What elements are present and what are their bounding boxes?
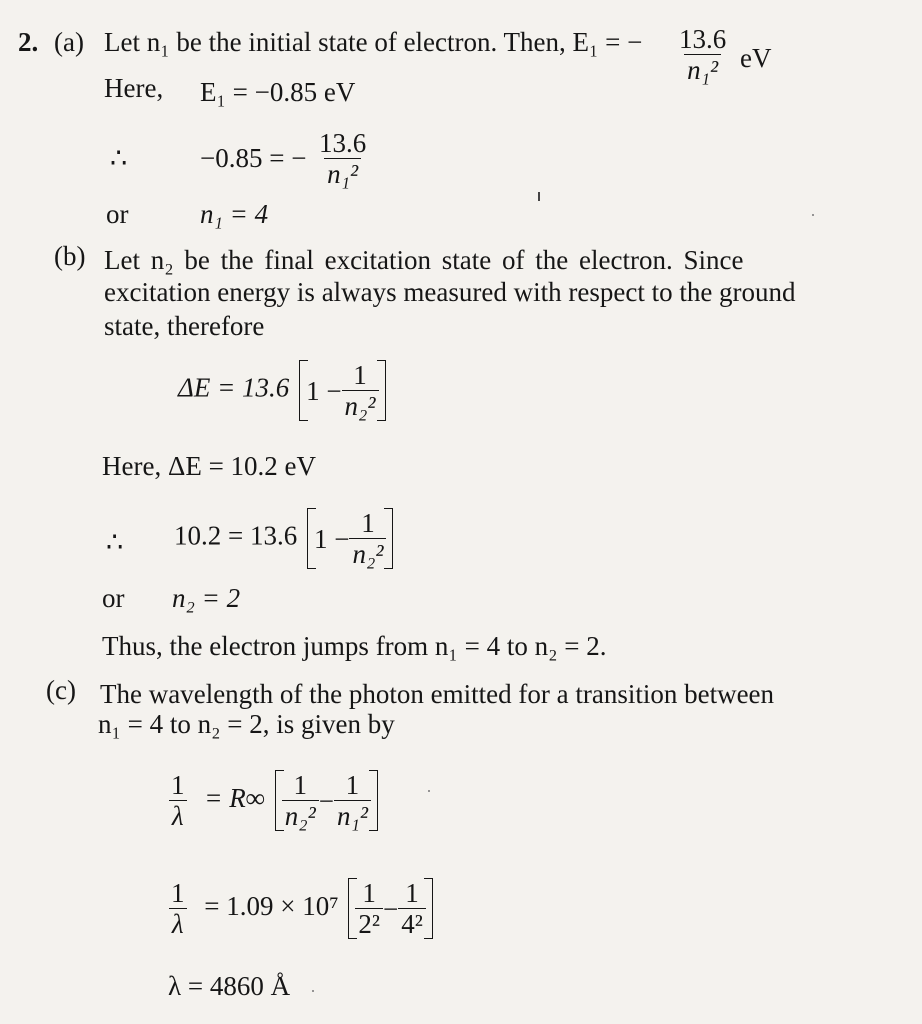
numeric-minus: − (382, 893, 399, 924)
part-c-eq1 (168, 770, 381, 831)
rydberg-term2-denominator: n₁² (334, 800, 371, 831)
part-a-eq-fraction (316, 128, 369, 189)
part-a-or: or (106, 199, 129, 229)
rydberg-term1-denominator: n₂² (282, 800, 319, 831)
eq2-bracket-denominator: n₂² (349, 538, 386, 569)
part-a-result: n₁ = 4 (200, 199, 269, 229)
part-b-therefore: ∴ (106, 527, 124, 557)
scan-speck (312, 990, 314, 992)
part-c-eq2 (168, 878, 436, 939)
scan-speck (538, 192, 540, 201)
eq1-lhs-denominator: λ (169, 800, 187, 831)
part-b-line1: Let n₂ be the final excitation state of the electron. Since (104, 245, 744, 275)
rydberg-minus: − (318, 785, 334, 816)
eq2-bracket-one: 1 − (313, 523, 350, 554)
eq2-bracket-numerator: 1 (361, 508, 375, 538)
part-a-eq-lhs: −0.85 = − (200, 143, 307, 173)
part-c-line2: n₁ = 4 to n₂ = 2, is given by (98, 709, 395, 739)
part-c-line1: The wavelength of the photon emitted for a transition between (100, 679, 775, 709)
rydberg-bracket (275, 770, 378, 831)
problem-number: 2. (18, 27, 39, 57)
scan-speck (428, 790, 430, 792)
rydberg-term2-numerator: 1 (345, 770, 360, 800)
eq2-lhs-numerator: 1 (171, 878, 185, 908)
energy-numerator: 13.6 (679, 24, 727, 54)
eq1-lhs-numerator: 1 (171, 770, 185, 800)
scan-speck (812, 214, 814, 216)
part-b-eq2 (174, 508, 396, 569)
eq1-bracket-denominator: n₂² (342, 390, 379, 421)
part-a-therefore: ∴ (110, 143, 128, 173)
eq2-bracket (307, 508, 393, 569)
part-b-result: n₂ = 2 (172, 583, 241, 613)
part-b-line3: state, therefore (104, 311, 265, 341)
part-c-label: (c) (46, 675, 76, 705)
part-b-eq1 (178, 360, 389, 421)
part-c-final-answer: λ = 4860 Å (168, 971, 291, 1001)
part-a-here-value: E₁ = −0.85 eV (200, 77, 356, 107)
rydberg-term1-numerator: 1 (293, 770, 307, 800)
eq1-lhs: ΔE = 13.6 (178, 372, 290, 403)
part-b-here-line: Here, ΔE = 10.2 eV (102, 451, 317, 481)
eq1-rydberg: = R∞ (204, 782, 265, 813)
part-b-label: (b) (54, 241, 86, 271)
eq2-constant: = 1.09 × 10⁷ (204, 890, 339, 921)
numeric-term1-denominator: 2² (355, 908, 383, 939)
eq1-bracket-one: 1 − (306, 375, 342, 406)
numeric-term2-numerator: 1 (405, 878, 419, 908)
part-b-line2: excitation energy is always measured with respect to the ground (104, 277, 796, 307)
numeric-bracket (348, 878, 432, 939)
numeric-term1-numerator: 1 (362, 878, 376, 908)
numeric-term2-denominator: 4² (398, 908, 426, 939)
eq2-lhs: 10.2 = 13.6 (174, 520, 298, 551)
part-b-or: or (102, 583, 125, 613)
eq1-bracket (299, 360, 385, 421)
part-a-here-label: Here, (104, 73, 164, 103)
eq-denominator: n₁² (324, 158, 361, 189)
part-a-label: (a) (54, 27, 84, 57)
eq1-bracket-numerator: 1 (353, 360, 367, 390)
part-b-conclusion: Thus, the electron jumps from n₁ = 4 to n₂ = 2. (102, 631, 607, 661)
energy-denominator: n₁² (684, 54, 721, 85)
energy-fraction (676, 24, 729, 85)
eq-numerator: 13.6 (319, 128, 367, 158)
eq2-lhs-denominator: λ (169, 908, 187, 939)
part-a-line1: Let n₁ be the initial state of electron. Then, E₁ = − (104, 27, 643, 57)
energy-unit: eV (740, 43, 772, 73)
